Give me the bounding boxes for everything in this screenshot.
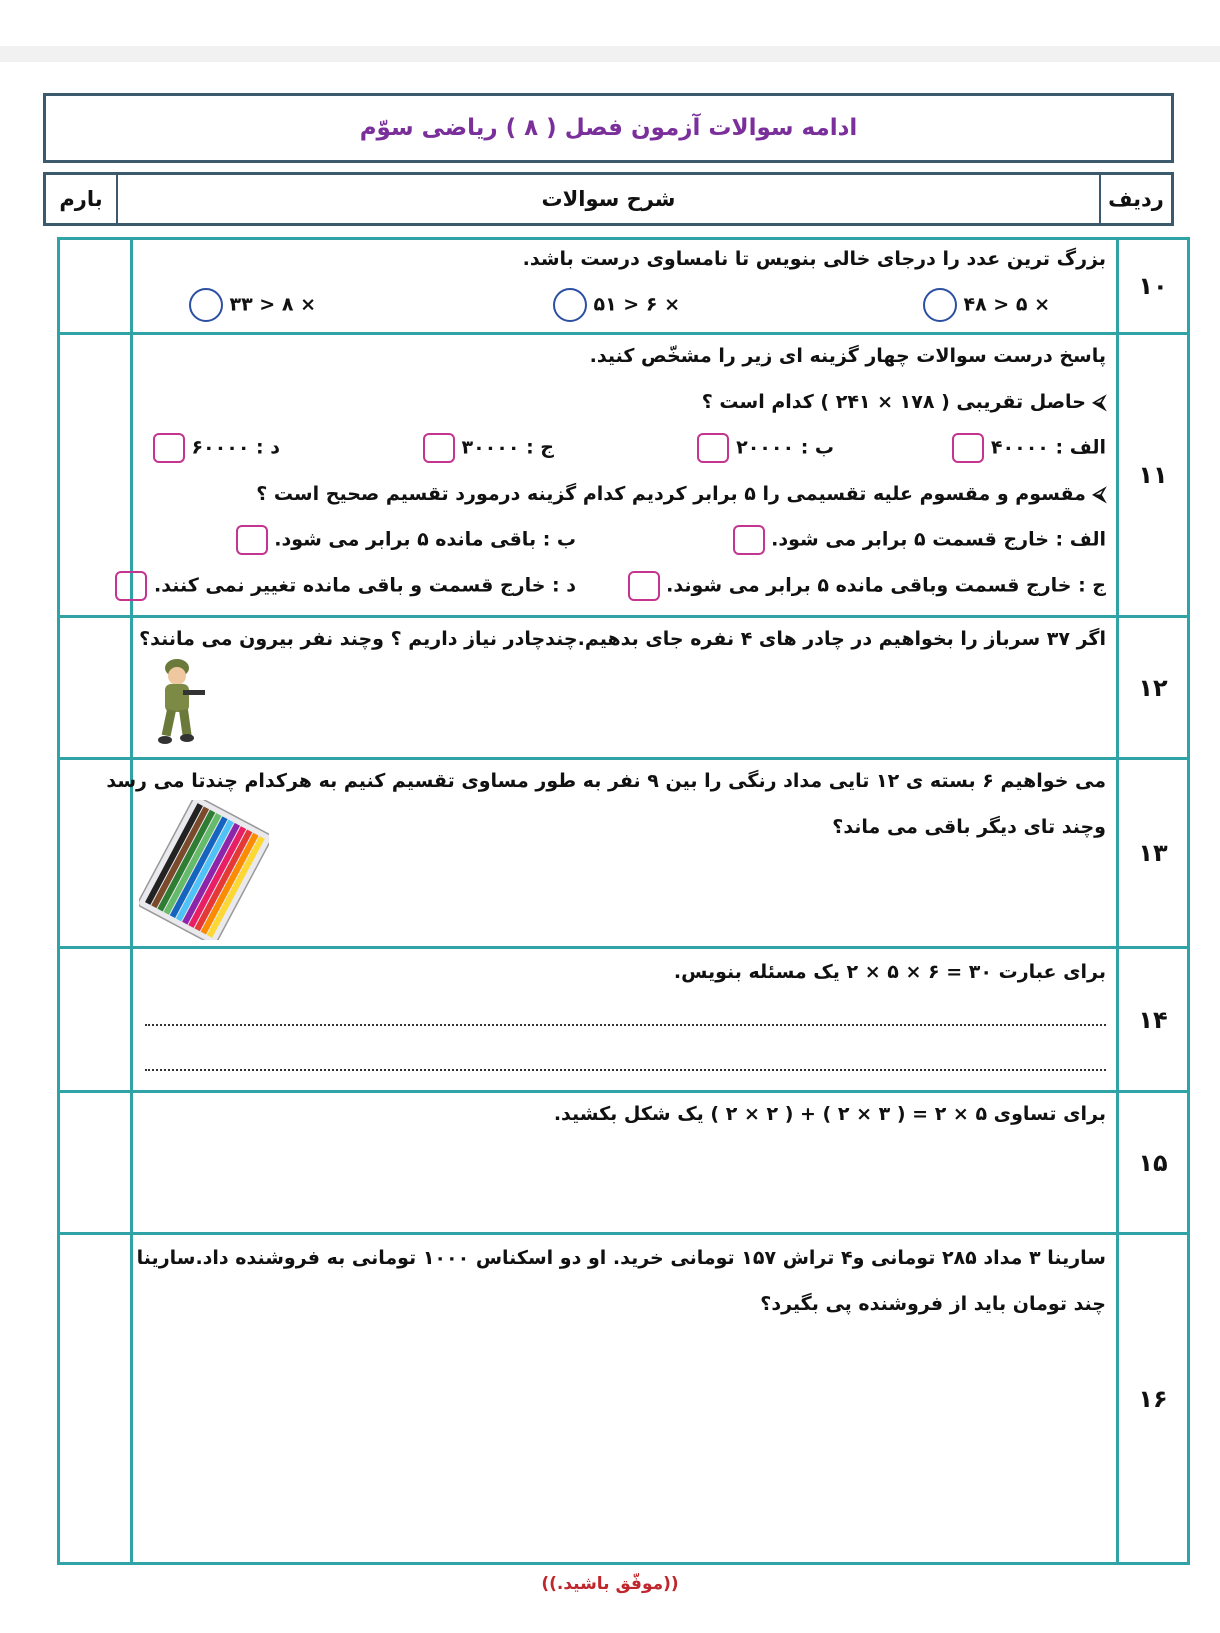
question-line-2: وچند تای دیگر باقی می ماند؟ xyxy=(832,816,1106,838)
sub-question-2: ⮘ مقسوم و مقسوم علیه تقسیمی را ۵ برابر کردیم کدام گزینه درمورد تقسیم صحیح است ؟ xyxy=(256,483,1106,505)
header-barm: بارم xyxy=(46,175,118,223)
option-label: ب : باقی مانده ۵ برابر می شود. xyxy=(274,528,576,551)
question-line-1: می خواهیم ۶ بسته ی ۱۲ تایی مداد رنگی را بین ۹ نفر به طور مساوی تقسیم کنیم به هرکدام چندتا می رسد xyxy=(106,770,1106,792)
score-cell[interactable] xyxy=(59,239,132,334)
option-label: ج : خارج قسمت وباقی مانده ۵ برابر می شوند. xyxy=(666,574,1106,597)
answer-checkbox[interactable] xyxy=(115,571,147,601)
score-cell[interactable] xyxy=(59,1234,132,1564)
option-a[interactable] xyxy=(733,525,1106,555)
footer-message: ((موفّق باشید.)) xyxy=(541,1574,679,1594)
inequality-text: × ۶ < ۵۱ xyxy=(593,293,680,316)
option-label: الف : خارج قسمت ۵ برابر می شود. xyxy=(771,528,1106,551)
question-text: اگر ۳۷ سرباز را بخواهیم در چادر های ۴ نفره جای بدهیم.چندچادر نیاز داریم ؟ وچند نفر بیرون می مانند؟ xyxy=(139,628,1106,650)
score-cell[interactable] xyxy=(59,1092,132,1234)
inequality-item xyxy=(923,288,1050,322)
question-text: برای عبارت ۳۰ = ۶ × ۵ × ۲ یک مسئله بنویس. xyxy=(673,961,1106,983)
question-row-12 xyxy=(59,617,1189,759)
question-line-1: سارینا ۳ مداد ۲۸۵ تومانی و۴ تراش ۱۵۷ تومانی خرید. او دو اسکناس ۱۰۰۰ تومانی به فروشنده داد.سارینا xyxy=(136,1247,1106,1269)
sub-question-1: ⮘ حاصل تقریبی ( ۱۷۸ × ۲۴۱ ) کدام است ؟ xyxy=(701,391,1106,413)
header-sharh: شرح سوالات xyxy=(541,187,676,211)
answer-circle[interactable] xyxy=(189,288,223,322)
answer-checkbox[interactable] xyxy=(628,571,660,601)
answer-checkbox[interactable] xyxy=(236,525,268,555)
soldier-illustration xyxy=(147,656,207,748)
inequality-item xyxy=(553,288,680,322)
answer-circle[interactable] xyxy=(553,288,587,322)
answer-checkbox[interactable] xyxy=(952,433,984,463)
score-cell[interactable] xyxy=(59,948,132,1092)
question-row-14 xyxy=(59,948,1189,1092)
question-body xyxy=(106,759,1118,948)
question-row-15 xyxy=(59,1092,1189,1234)
question-intro: پاسخ درست سوالات چهار گزینه ای زیر را مشخّص کنید. xyxy=(589,345,1106,367)
question-number: ۱۶ xyxy=(1118,1234,1189,1564)
question-body xyxy=(132,239,1118,334)
option-d[interactable] xyxy=(115,571,576,601)
header-radif: ردیف xyxy=(1099,175,1171,223)
question-body xyxy=(132,617,1118,759)
answer-line[interactable] xyxy=(145,1069,1106,1071)
answer-circle[interactable] xyxy=(923,288,957,322)
table-header xyxy=(43,172,1174,226)
question-number: ۱۰ xyxy=(1118,239,1189,334)
question-line-2: چند تومان باید از فروشنده پی بگیرد؟ xyxy=(760,1293,1106,1315)
answer-checkbox[interactable] xyxy=(423,433,455,463)
question-row-10 xyxy=(59,239,1189,334)
option-b[interactable] xyxy=(697,433,834,463)
title-box xyxy=(43,93,1174,163)
page-title: ادامه سوالات آزمون فصل ( ۸ ) ریاضی سوّم xyxy=(359,115,858,141)
questions-table xyxy=(57,237,1190,1565)
question-number: ۱۴ xyxy=(1118,948,1189,1092)
option-b[interactable] xyxy=(236,525,576,555)
question-number: ۱۳ xyxy=(1118,759,1189,948)
inequality-text: × ۸ < ۳۳ xyxy=(229,293,316,316)
top-bar xyxy=(0,0,1220,62)
question-body xyxy=(132,1234,1118,1564)
answer-checkbox[interactable] xyxy=(697,433,729,463)
question-number: ۱۱ xyxy=(1118,334,1189,617)
inequality-item xyxy=(189,288,316,322)
question-number: ۱۲ xyxy=(1118,617,1189,759)
option-label: د : ۶۰۰۰۰ xyxy=(191,436,280,459)
option-a[interactable] xyxy=(952,433,1106,463)
question-row-11 xyxy=(59,334,1189,617)
answer-line[interactable] xyxy=(145,1024,1106,1026)
question-body xyxy=(132,948,1118,1092)
question-text: برای تساوی ۵ × ۲ = ( ۳ × ۲ ) + ( ۲ × ۲ ) یک شکل بکشید. xyxy=(553,1103,1106,1125)
colored-pencils-illustration xyxy=(139,800,269,940)
question-row-16 xyxy=(59,1234,1189,1564)
option-label: ج : ۳۰۰۰۰ xyxy=(461,436,554,459)
question-number: ۱۵ xyxy=(1118,1092,1189,1234)
option-d[interactable] xyxy=(153,433,280,463)
option-label: ب : ۲۰۰۰۰ xyxy=(736,436,834,459)
question-body xyxy=(132,1092,1118,1234)
answer-checkbox[interactable] xyxy=(733,525,765,555)
inequality-text: × ۵ < ۴۸ xyxy=(963,293,1050,316)
option-label: د : خارج قسمت و باقی مانده تغییر نمی کنند. xyxy=(154,574,576,597)
option-label: الف : ۴۰۰۰۰ xyxy=(990,436,1106,459)
question-row-13 xyxy=(59,759,1189,948)
option-c[interactable] xyxy=(628,571,1106,601)
option-c[interactable] xyxy=(423,433,554,463)
question-text: بزرگ ترین عدد را درجای خالی بنویس تا نامساوی درست باشد. xyxy=(522,248,1106,270)
answer-checkbox[interactable] xyxy=(153,433,185,463)
question-body xyxy=(132,334,1118,617)
score-cell[interactable] xyxy=(59,617,132,759)
top-bar-strip xyxy=(0,46,1220,62)
